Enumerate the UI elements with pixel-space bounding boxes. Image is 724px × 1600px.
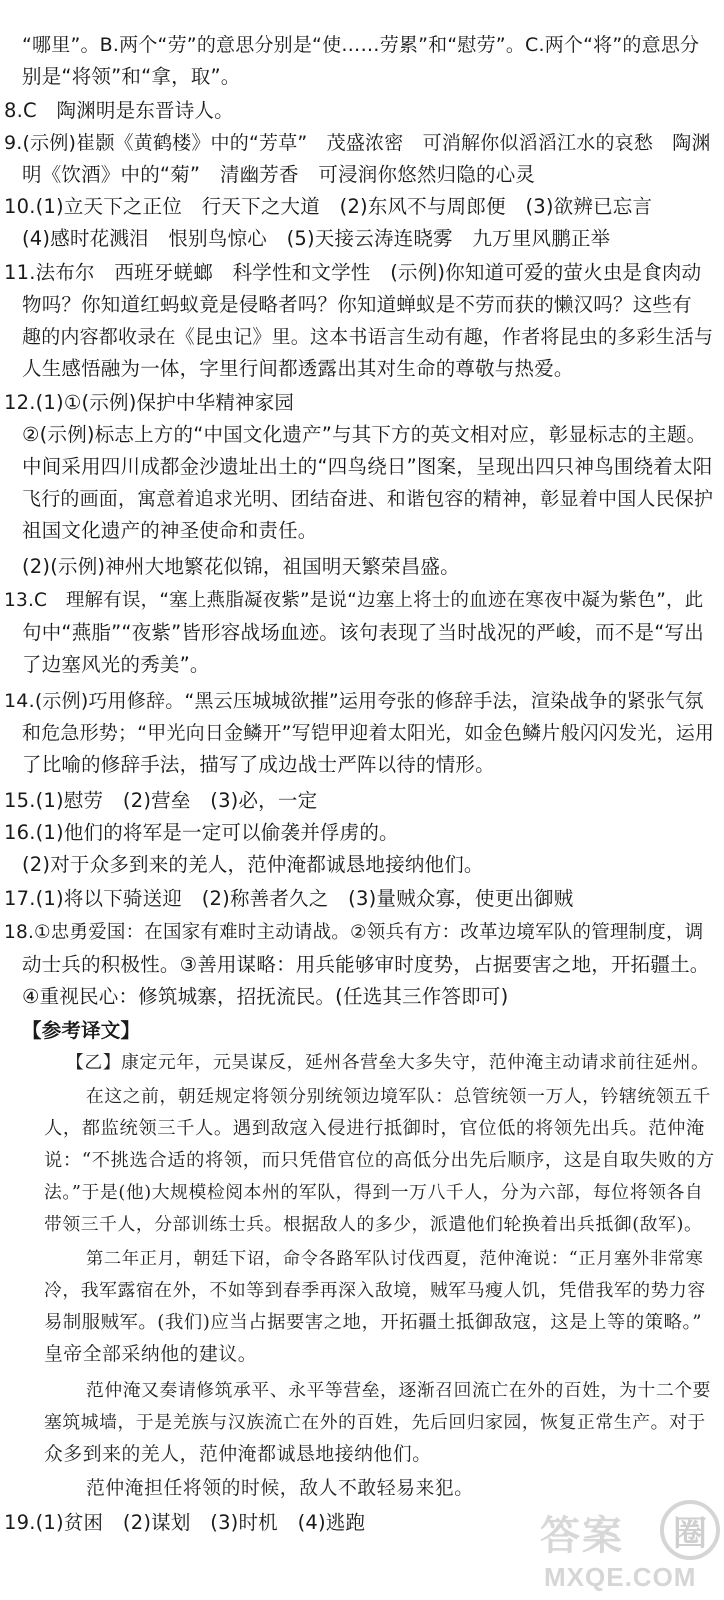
answer-line: 8.C 陶渊明是东晋诗人。 [4, 99, 234, 122]
answer-line: 中间采用四川成都金沙遗址出土的“四鸟绕日”图案，呈现出四只神鸟围绕着太阳 [22, 455, 713, 478]
answer-line: 物吗？你知道红蚂蚁竟是侵略者吗？你知道蝉蚁是不劳而获的懒汉吗？这些有 [22, 293, 692, 316]
translation-line: 带领三千人，分部训练士兵。根据敌人的多少，派遣他们轮换着出兵抵御(敌军)。 [44, 1214, 703, 1235]
answer-line: “哪里”。B.两个“劳”的意思分别是“使……劳累”和“慰劳”。C.两个“将”的意思分 [22, 34, 700, 56]
answer-line: ②(示例)标志上方的“中国文化遗产”与其下方的英文相对应，彰显标志的主题。 [22, 423, 707, 446]
answer-line: 13.C 理解有误，“塞上燕脂凝夜紫”是说“边塞上将士的血迹在寒夜中凝为紫色”，此 [4, 590, 704, 611]
section-heading: 【参考译文】 [22, 1019, 141, 1042]
answer-line: 10.(1)立天下之正位 行天下之大道 (2)东风不与周郎便 (3)欲辨已忘言 [4, 195, 653, 218]
translation-line: 众多到来的羌人，范仲淹都诚恳地接纳他们。 [44, 1444, 432, 1465]
translation-line: 法。”于是(他)大规模检阅本州的军队，得到一万八千人，分为六部，每位将领各自 [44, 1182, 704, 1203]
answer-line: 15.(1)慰劳 (2)营垒 (3)必，一定 [4, 789, 318, 812]
answer-line: 动士兵的积极性。③善用谋略：用兵能够审时度势，占据要害之地，开拓疆土。 [22, 953, 710, 976]
translation-line: 范仲淹担任将领的时候，敌人不敢轻易来犯。 [86, 1478, 474, 1499]
translation-line: 冷，我军露宿在外，不如等到春季再深入敌境，贼军马瘦人饥，凭借我军的势力容 [44, 1280, 706, 1301]
answer-line: 了比喻的修辞手法，描写了成边战士严阵以待的情形。 [22, 753, 495, 776]
answer-line: 16.(1)他们的将军是一定可以偷袭并俘虏的。 [4, 821, 399, 844]
answer-line: 12.(1)①(示例)保护中华精神家园 [4, 391, 295, 414]
watermark-title: 答案 [540, 1513, 624, 1559]
translation-line: 在这之前，朝廷规定将领分别统领边境军队：总管统领一万人，钤辖统领五千 [86, 1086, 711, 1107]
answer-line: 17.(1)将以下骑送迎 (2)称善者久之 (3)量贼众寡，使更出御贼 [4, 887, 574, 910]
answer-line: (2)对于众多到来的羌人，范仲淹都诚恳地接纳他们。 [22, 853, 484, 876]
answer-line: 11.法布尔 西班牙蜣螂 科学性和文学性 (示例)你知道可爱的萤火虫是食肉动 [4, 261, 702, 284]
answer-line: 14.(示例)巧用修辞。“黑云压城城欲摧”运用夸张的修辞手法，渲染战争的紧张气氛 [4, 690, 704, 712]
answer-line: 句中“燕脂”“夜紫”皆形容战场血迹。该句表现了当时战况的严峻，而不是“写出 [22, 621, 704, 644]
answer-line: 别是“将领”和“拿，取”。 [22, 65, 241, 88]
translation-line: 皇帝全部采纳他的建议。 [44, 1344, 258, 1365]
answer-line: ④重视民心：修筑城寨，招抚流民。(任选其三作答即可) [22, 985, 509, 1008]
answer-line: 飞行的画面，寓意着追求光明、团结奋进、和谐包容的精神，彰显着中国人民保护 [22, 488, 714, 510]
answer-line: (2)(示例)神州大地繁花似锦，祖国明天繁荣昌盛。 [22, 555, 460, 578]
translation-line: 第二年正月，朝廷下诏，命令各路军队讨伐西夏，范仲淹说：“正月塞外非常寒 [86, 1249, 704, 1269]
answer-line: 了边塞风光的秀美”。 [22, 653, 210, 676]
answer-line: 人生感悟融为一体，字里行间都透露出其对生命的尊敬与热爱。 [22, 357, 574, 380]
translation-line: 塞筑城墙，于是羌族与汉族流亡在外的百姓，先后回归家园，恢复正常生产。对于 [44, 1412, 706, 1433]
answer-line: 和危急形势；“甲光向日金鳞开”写铠甲迎着太阳光，如金色鳞片般闪闪发光，运用 [22, 722, 715, 744]
watermark-badge-icon: 圈 [660, 1500, 720, 1560]
answer-line: 18.①忠勇爱国：在国家有难时主动请战。②领兵有方：改革边境军队的管理制度，调 [4, 922, 704, 943]
translation-line: 易制服贼军。(我们)应当占据要害之地，开拓疆土抵御敌寇，这是上等的策略。” [44, 1312, 703, 1333]
answer-line: 明《饮酒》中的“菊” 清幽芳香 可浸润你悠然归隐的心灵 [22, 163, 536, 186]
translation-line: 说：“不挑选合适的将领，而只凭借官位的高低分出先后顺序，这是自取失败的方 [44, 1150, 715, 1171]
answer-line: 19.(1)贫困 (2)谋划 (3)时机 (4)逃跑 [4, 1511, 366, 1534]
watermark-url: MXQE.COM [544, 1562, 697, 1592]
translation-line: 范仲淹又奏请修筑承平、永平等营垒，逐渐召回流亡在外的百姓，为十二个要 [86, 1380, 711, 1401]
translation-line: 人，都监统领三千人。遇到敌寇入侵进行抵御时，官位低的将领先出兵。范仲淹 [44, 1118, 705, 1139]
answer-line: 趣的内容都收录在《昆虫记》里。这本书语言生动有趣，作者将昆虫的多彩生活与 [22, 326, 714, 348]
answer-line: (4)感时花溅泪 恨别鸟惊心 (5)天接云涛连晓雾 九万里风鹏正举 [22, 227, 611, 250]
answer-line: 9.(示例)崔颢《黄鹤楼》中的“芳草” 茂盛浓密 可消解你似滔滔江水的哀愁 陶渊 [4, 132, 711, 154]
watermark [540, 1500, 720, 1596]
answer-line: 祖国文化遗产的神圣使命和责任。 [22, 519, 318, 542]
translation-line: 【乙】康定元年，元昊谋反，延州各营垒大多失守，范仲淹主动请求前往延州。 [66, 1052, 710, 1073]
